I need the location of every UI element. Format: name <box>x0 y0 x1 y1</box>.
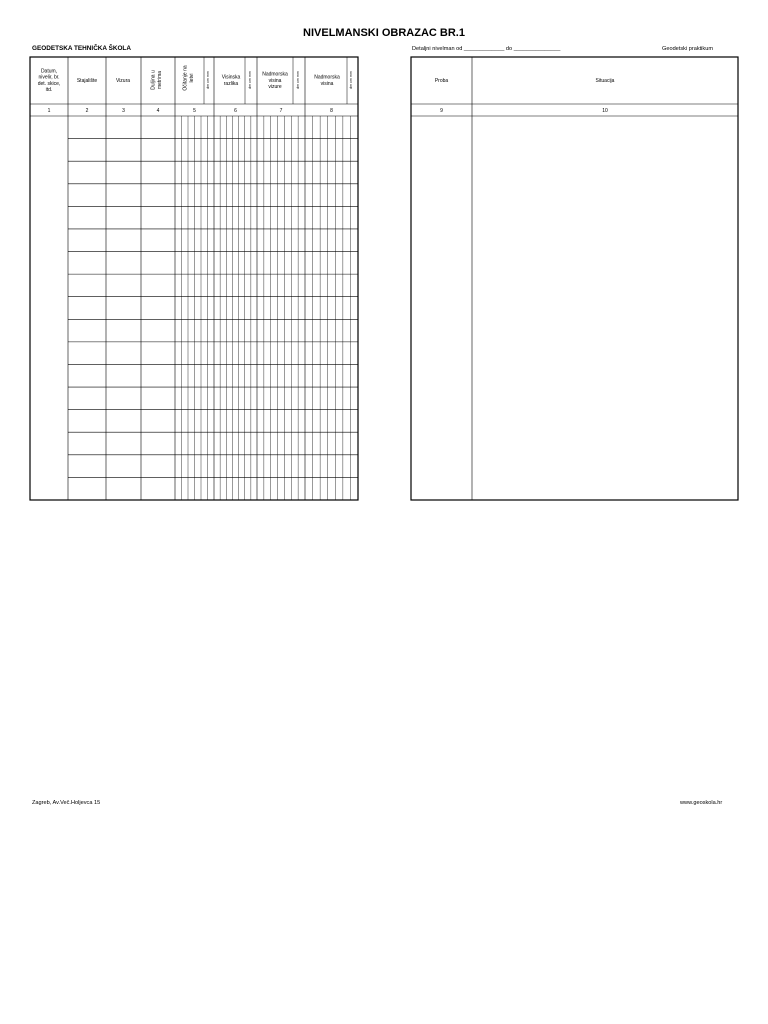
header-nadmorska-vizure: visina <box>268 77 282 84</box>
header-nadmorska-vizure: vizure <box>268 84 282 90</box>
header-datum: itd. <box>45 87 53 94</box>
detailed-levelling-field: Detaljni nivelman od _____________ do _______________ <box>412 46 561 52</box>
header-stajaliste: Stajalište <box>76 78 98 84</box>
header-datum: Datum, <box>40 68 58 75</box>
header-unit-sub: dm cm mm <box>349 71 353 89</box>
header-visinska: Visinska <box>221 74 241 81</box>
header-ocitanje: Očitanje na <box>182 65 189 91</box>
header-duljina: metrima <box>156 70 163 90</box>
column-number: 9 <box>440 108 443 114</box>
column-number: 1 <box>47 108 51 114</box>
column-number: 8 <box>330 108 333 114</box>
header-datum: nivelir, br. <box>38 74 60 81</box>
column-number: 10 <box>602 108 608 114</box>
header-unit-sub: dm cm mm <box>206 71 210 89</box>
header-nadmorska-vizure: Nadmorska <box>262 71 288 78</box>
header-visinska: razlika <box>223 80 239 87</box>
form-title: NIVELMANSKI OBRAZAC BR.1 <box>303 27 465 39</box>
footer-address: Zagreb, Av.Več.Holjevca 15 <box>32 800 101 806</box>
column-number: 6 <box>234 108 237 114</box>
left-table-border <box>30 57 358 500</box>
footer-website: www.geoskola.hr <box>680 800 723 806</box>
header-proba: Proba <box>434 78 449 84</box>
column-number: 7 <box>279 108 283 114</box>
header-nadmorska: Nadmorska <box>314 74 340 81</box>
header-situacija: Situacija <box>595 78 615 84</box>
header-unit-sub: dm cm mm <box>296 71 300 89</box>
header-duljina: Duljina u <box>150 70 157 90</box>
header-vizura: Vizura <box>115 78 131 84</box>
practicum-label: Geodetski praktikum <box>662 46 713 52</box>
column-number: 3 <box>122 108 125 114</box>
header-datum: det. skice, <box>37 80 61 87</box>
column-number: 5 <box>193 108 196 114</box>
right-table-border <box>411 57 738 500</box>
school-name: GEODETSKA TEHNIČKA ŠKOLA <box>32 45 131 52</box>
column-number: 2 <box>85 108 89 114</box>
header-ocitanje: letvi <box>188 73 195 83</box>
header-nadmorska: visina <box>320 80 334 87</box>
header-unit-sub: dm cm mm <box>248 71 252 89</box>
column-number: 4 <box>156 108 160 114</box>
